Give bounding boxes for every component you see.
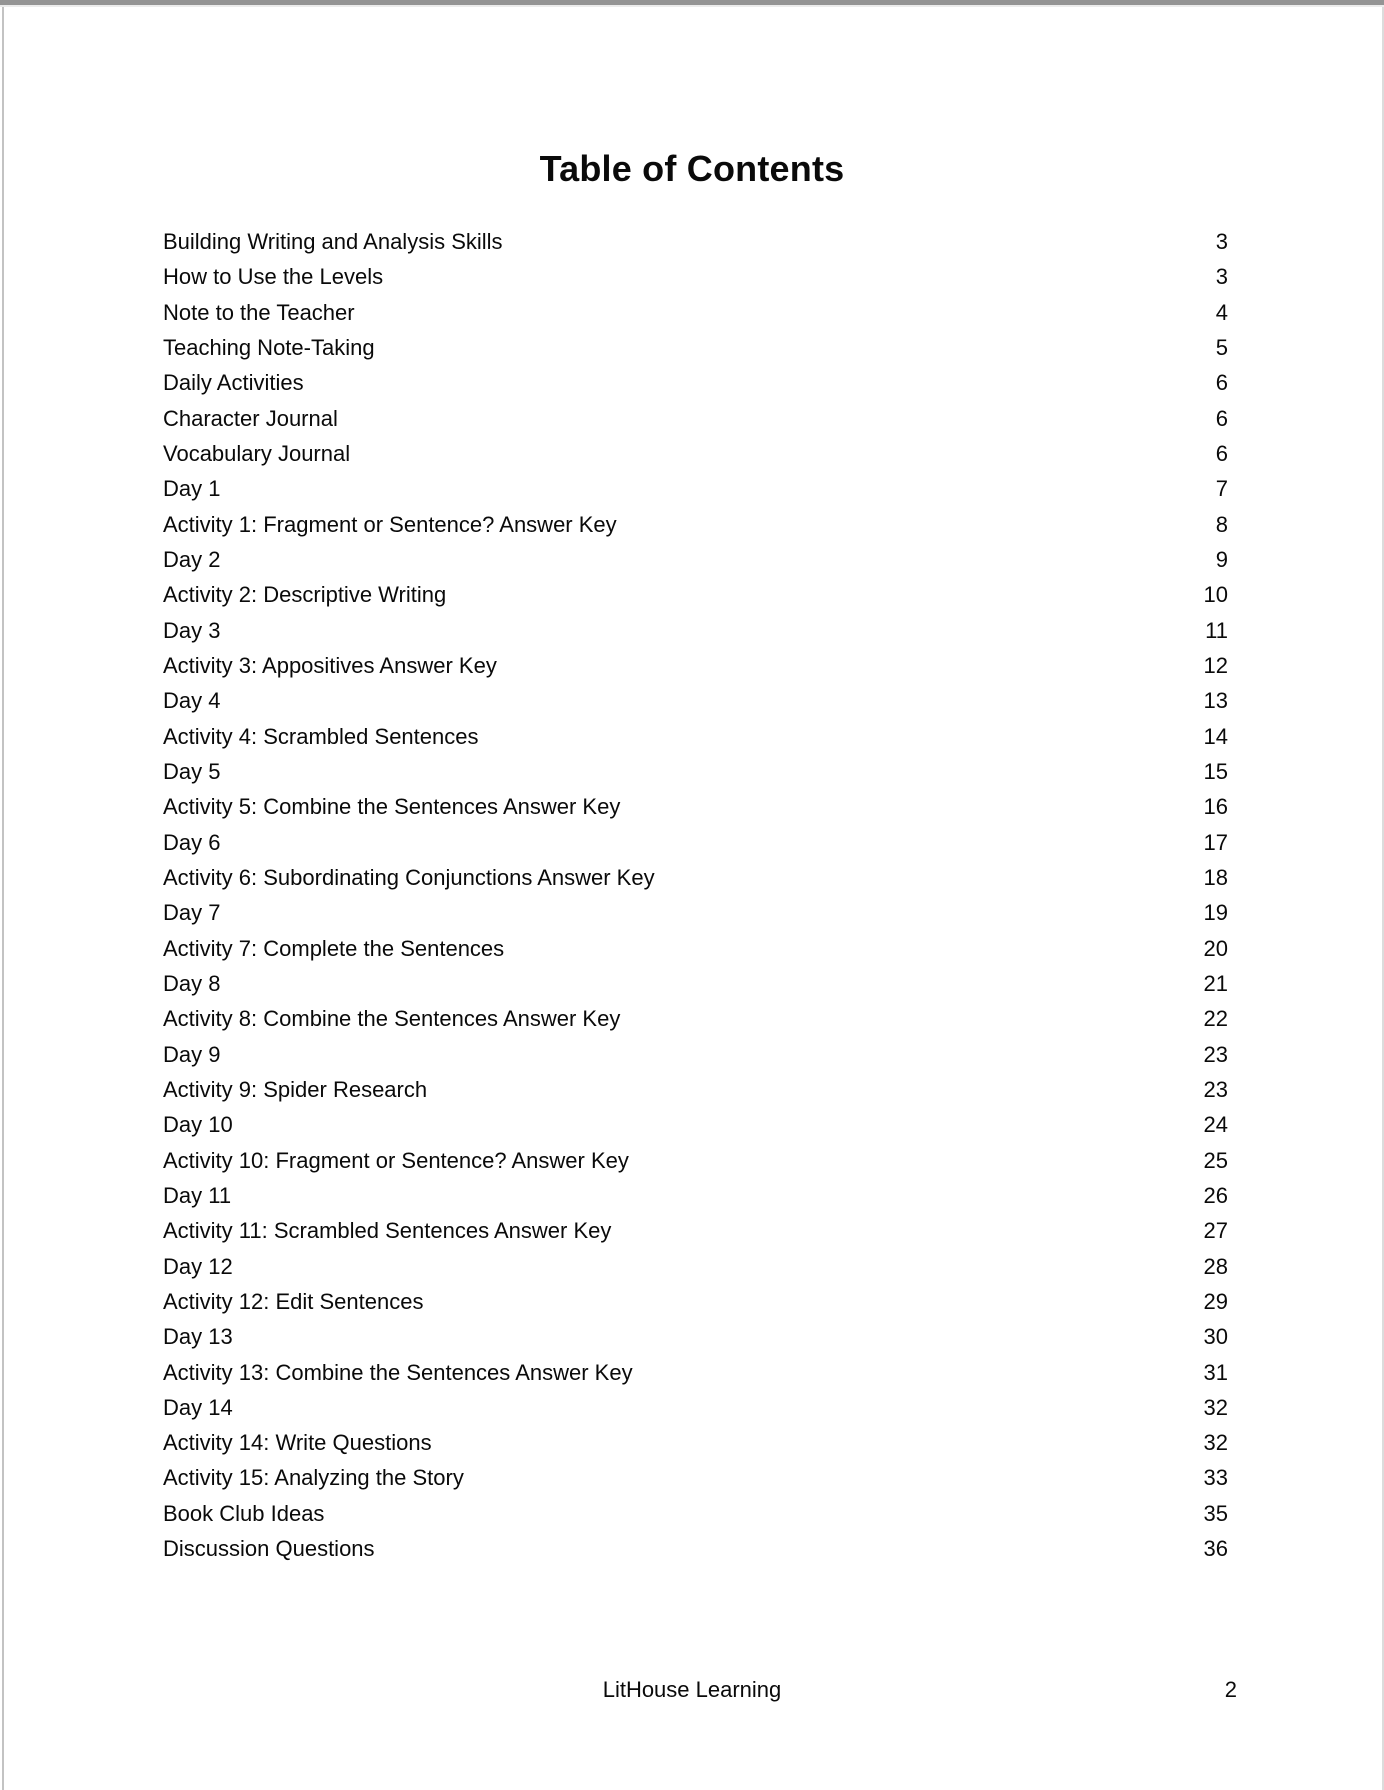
toc-row bbox=[163, 1355, 1228, 1390]
toc-entry-page-number: 6 bbox=[1215, 405, 1228, 431]
toc-entry-page-number: 17 bbox=[1203, 829, 1228, 855]
toc-entry-page-number: 32 bbox=[1203, 1394, 1228, 1420]
toc-entry-page-number: 14 bbox=[1203, 723, 1228, 749]
toc-entry-page-number: 21 bbox=[1203, 970, 1228, 996]
toc-entry-page-number: 4 bbox=[1215, 299, 1228, 325]
toc-entry-page-number: 5 bbox=[1215, 334, 1228, 360]
toc-row bbox=[163, 330, 1228, 365]
toc-row bbox=[163, 789, 1228, 824]
toc-entry-page-number: 3 bbox=[1215, 264, 1228, 290]
toc-entry-page-number: 11 bbox=[1205, 617, 1228, 643]
toc-entry-label: Activity 3: Appositives Answer Key bbox=[163, 652, 497, 678]
toc-entry-label: Activity 5: Combine the Sentences Answer Key bbox=[163, 794, 621, 820]
toc-entry-page-number: 26 bbox=[1203, 1182, 1228, 1208]
toc-entry-label: Day 6 bbox=[163, 829, 221, 855]
toc-row bbox=[163, 1319, 1228, 1354]
toc-entry-label: Day 11 bbox=[163, 1182, 232, 1208]
page-footer bbox=[0, 1672, 1384, 1708]
toc-entry-label: Daily Activities bbox=[163, 370, 304, 396]
toc-entry-page-number: 25 bbox=[1203, 1147, 1228, 1173]
toc-entry-label: Activity 14: Write Questions bbox=[163, 1430, 432, 1456]
toc-entry-label: How to Use the Levels bbox=[163, 264, 384, 290]
toc-row bbox=[163, 471, 1228, 506]
toc-entry-label: Activity 7: Complete the Sentences bbox=[163, 935, 505, 961]
toc-entry-page-number: 8 bbox=[1215, 511, 1228, 537]
footer-page-number: 2 bbox=[1224, 1677, 1237, 1702]
toc-row bbox=[163, 613, 1228, 648]
toc-entry-page-number: 32 bbox=[1203, 1430, 1228, 1456]
toc-row bbox=[163, 1249, 1228, 1284]
toc-entry-label: Activity 1: Fragment or Sentence? Answer Key bbox=[163, 511, 617, 537]
toc-entry-label: Activity 12: Edit Sentences bbox=[163, 1288, 424, 1314]
toc-row bbox=[163, 1107, 1228, 1142]
toc-row bbox=[163, 683, 1228, 718]
toc-entry-page-number: 19 bbox=[1203, 900, 1228, 926]
toc-entry-label: Day 4 bbox=[163, 688, 221, 714]
toc-entry-label: Activity 10: Fragment or Sentence? Answer Key bbox=[163, 1147, 629, 1173]
toc-entry-label: Teaching Note-Taking bbox=[163, 334, 375, 360]
toc-row bbox=[163, 1284, 1228, 1319]
toc-entry-page-number: 23 bbox=[1203, 1041, 1228, 1067]
toc-row bbox=[163, 1390, 1228, 1425]
toc-entry-page-number: 22 bbox=[1203, 1006, 1228, 1032]
toc-entry-page-number: 15 bbox=[1203, 758, 1228, 784]
toc-entry-label: Activity 2: Descriptive Writing bbox=[163, 582, 447, 608]
toc-entry-page-number: 36 bbox=[1203, 1536, 1228, 1562]
toc-entry-page-number: 6 bbox=[1215, 440, 1228, 466]
toc-entry-label: Day 12 bbox=[163, 1253, 233, 1279]
toc-entry-label: Day 5 bbox=[163, 758, 221, 784]
toc-row bbox=[163, 1001, 1228, 1036]
toc-row bbox=[163, 895, 1228, 930]
toc-entry-page-number: 16 bbox=[1203, 794, 1228, 820]
toc-entry-label: Day 2 bbox=[163, 546, 221, 572]
toc-entry-label: Day 1 bbox=[163, 476, 221, 502]
page-edge-left bbox=[2, 7, 4, 1790]
toc-row bbox=[163, 295, 1228, 330]
viewer-top-bar-shade bbox=[0, 5, 1384, 7]
toc-row bbox=[163, 507, 1228, 542]
toc-entry-page-number: 3 bbox=[1215, 229, 1228, 254]
toc-entry-label: Activity 6: Subordinating Conjunctions Answer Key bbox=[163, 864, 655, 890]
toc-entry-label: Activity 15: Analyzing the Story bbox=[163, 1465, 464, 1491]
toc-row bbox=[163, 1178, 1228, 1213]
toc-row bbox=[163, 1460, 1228, 1495]
toc-row bbox=[163, 1531, 1228, 1566]
toc-entry-page-number: 27 bbox=[1203, 1218, 1228, 1244]
toc-row bbox=[163, 931, 1228, 966]
toc-entry-page-number: 7 bbox=[1215, 476, 1228, 502]
toc-entry-label: Day 3 bbox=[163, 617, 221, 643]
toc-row bbox=[163, 1037, 1228, 1072]
toc-entry-page-number: 33 bbox=[1203, 1465, 1228, 1491]
toc-row bbox=[163, 1213, 1228, 1248]
toc-row bbox=[163, 860, 1228, 895]
toc-entry-label: Discussion Questions bbox=[163, 1536, 375, 1562]
toc-list bbox=[163, 224, 1228, 1566]
toc-entry-page-number: 24 bbox=[1203, 1112, 1228, 1138]
toc-row bbox=[163, 754, 1228, 789]
toc-row bbox=[163, 224, 1228, 259]
toc-row bbox=[163, 542, 1228, 577]
toc-entry-page-number: 35 bbox=[1203, 1500, 1228, 1526]
toc-entry-page-number: 12 bbox=[1203, 652, 1228, 678]
toc-entry-label: Vocabulary Journal bbox=[163, 440, 351, 466]
toc-entry-label: Day 13 bbox=[163, 1324, 233, 1350]
toc-entry-label: Activity 11: Scrambled Sentences Answer Key bbox=[163, 1218, 612, 1244]
toc-row bbox=[163, 401, 1228, 436]
toc-entry-label: Activity 8: Combine the Sentences Answer Key bbox=[163, 1006, 621, 1032]
toc-row bbox=[163, 966, 1228, 1001]
toc-entry-label: Note to the Teacher bbox=[163, 299, 355, 325]
toc-row bbox=[163, 1425, 1228, 1460]
toc-entry-page-number: 18 bbox=[1203, 864, 1228, 890]
toc-entry-page-number: 9 bbox=[1215, 546, 1228, 572]
toc-entry-label: Day 9 bbox=[163, 1041, 221, 1067]
toc-row bbox=[163, 436, 1228, 471]
toc-entry-label: Building Writing and Analysis Skills bbox=[163, 229, 503, 254]
toc-row bbox=[163, 577, 1228, 612]
toc-entry-label: Day 10 bbox=[163, 1112, 233, 1138]
toc-entry-page-number: 13 bbox=[1203, 688, 1228, 714]
toc-entry-label: Character Journal bbox=[163, 405, 338, 431]
toc-row bbox=[163, 1143, 1228, 1178]
toc-entry-label: Book Club Ideas bbox=[163, 1500, 325, 1526]
toc-row bbox=[163, 648, 1228, 683]
toc-entry-page-number: 10 bbox=[1203, 582, 1228, 608]
toc-row bbox=[163, 719, 1228, 754]
toc-entry-label: Activity 4: Scrambled Sentences bbox=[163, 723, 479, 749]
toc-row bbox=[163, 1496, 1228, 1531]
toc-entry-label: Day 14 bbox=[163, 1394, 233, 1420]
toc-entry-page-number: 20 bbox=[1203, 935, 1228, 961]
toc-entry-page-number: 28 bbox=[1203, 1253, 1228, 1279]
toc-entry-label: Activity 9: Spider Research bbox=[163, 1076, 428, 1102]
toc-entry-label: Activity 13: Combine the Sentences Answer Key bbox=[163, 1359, 633, 1385]
toc-entry-label: Day 7 bbox=[163, 900, 221, 926]
toc-entry-page-number: 31 bbox=[1203, 1359, 1228, 1385]
page-title: Table of Contents bbox=[539, 148, 845, 190]
toc-row bbox=[163, 1072, 1228, 1107]
toc-entry-page-number: 29 bbox=[1203, 1288, 1228, 1314]
toc-row bbox=[163, 825, 1228, 860]
toc-entry-label: Day 8 bbox=[163, 970, 221, 996]
toc-entry-page-number: 6 bbox=[1215, 370, 1228, 396]
toc-row bbox=[163, 365, 1228, 400]
toc-entry-page-number: 23 bbox=[1203, 1076, 1228, 1102]
toc-entry-page-number: 30 bbox=[1203, 1324, 1228, 1350]
footer-brand: LitHouse Learning bbox=[602, 1677, 782, 1702]
toc-row bbox=[163, 259, 1228, 294]
